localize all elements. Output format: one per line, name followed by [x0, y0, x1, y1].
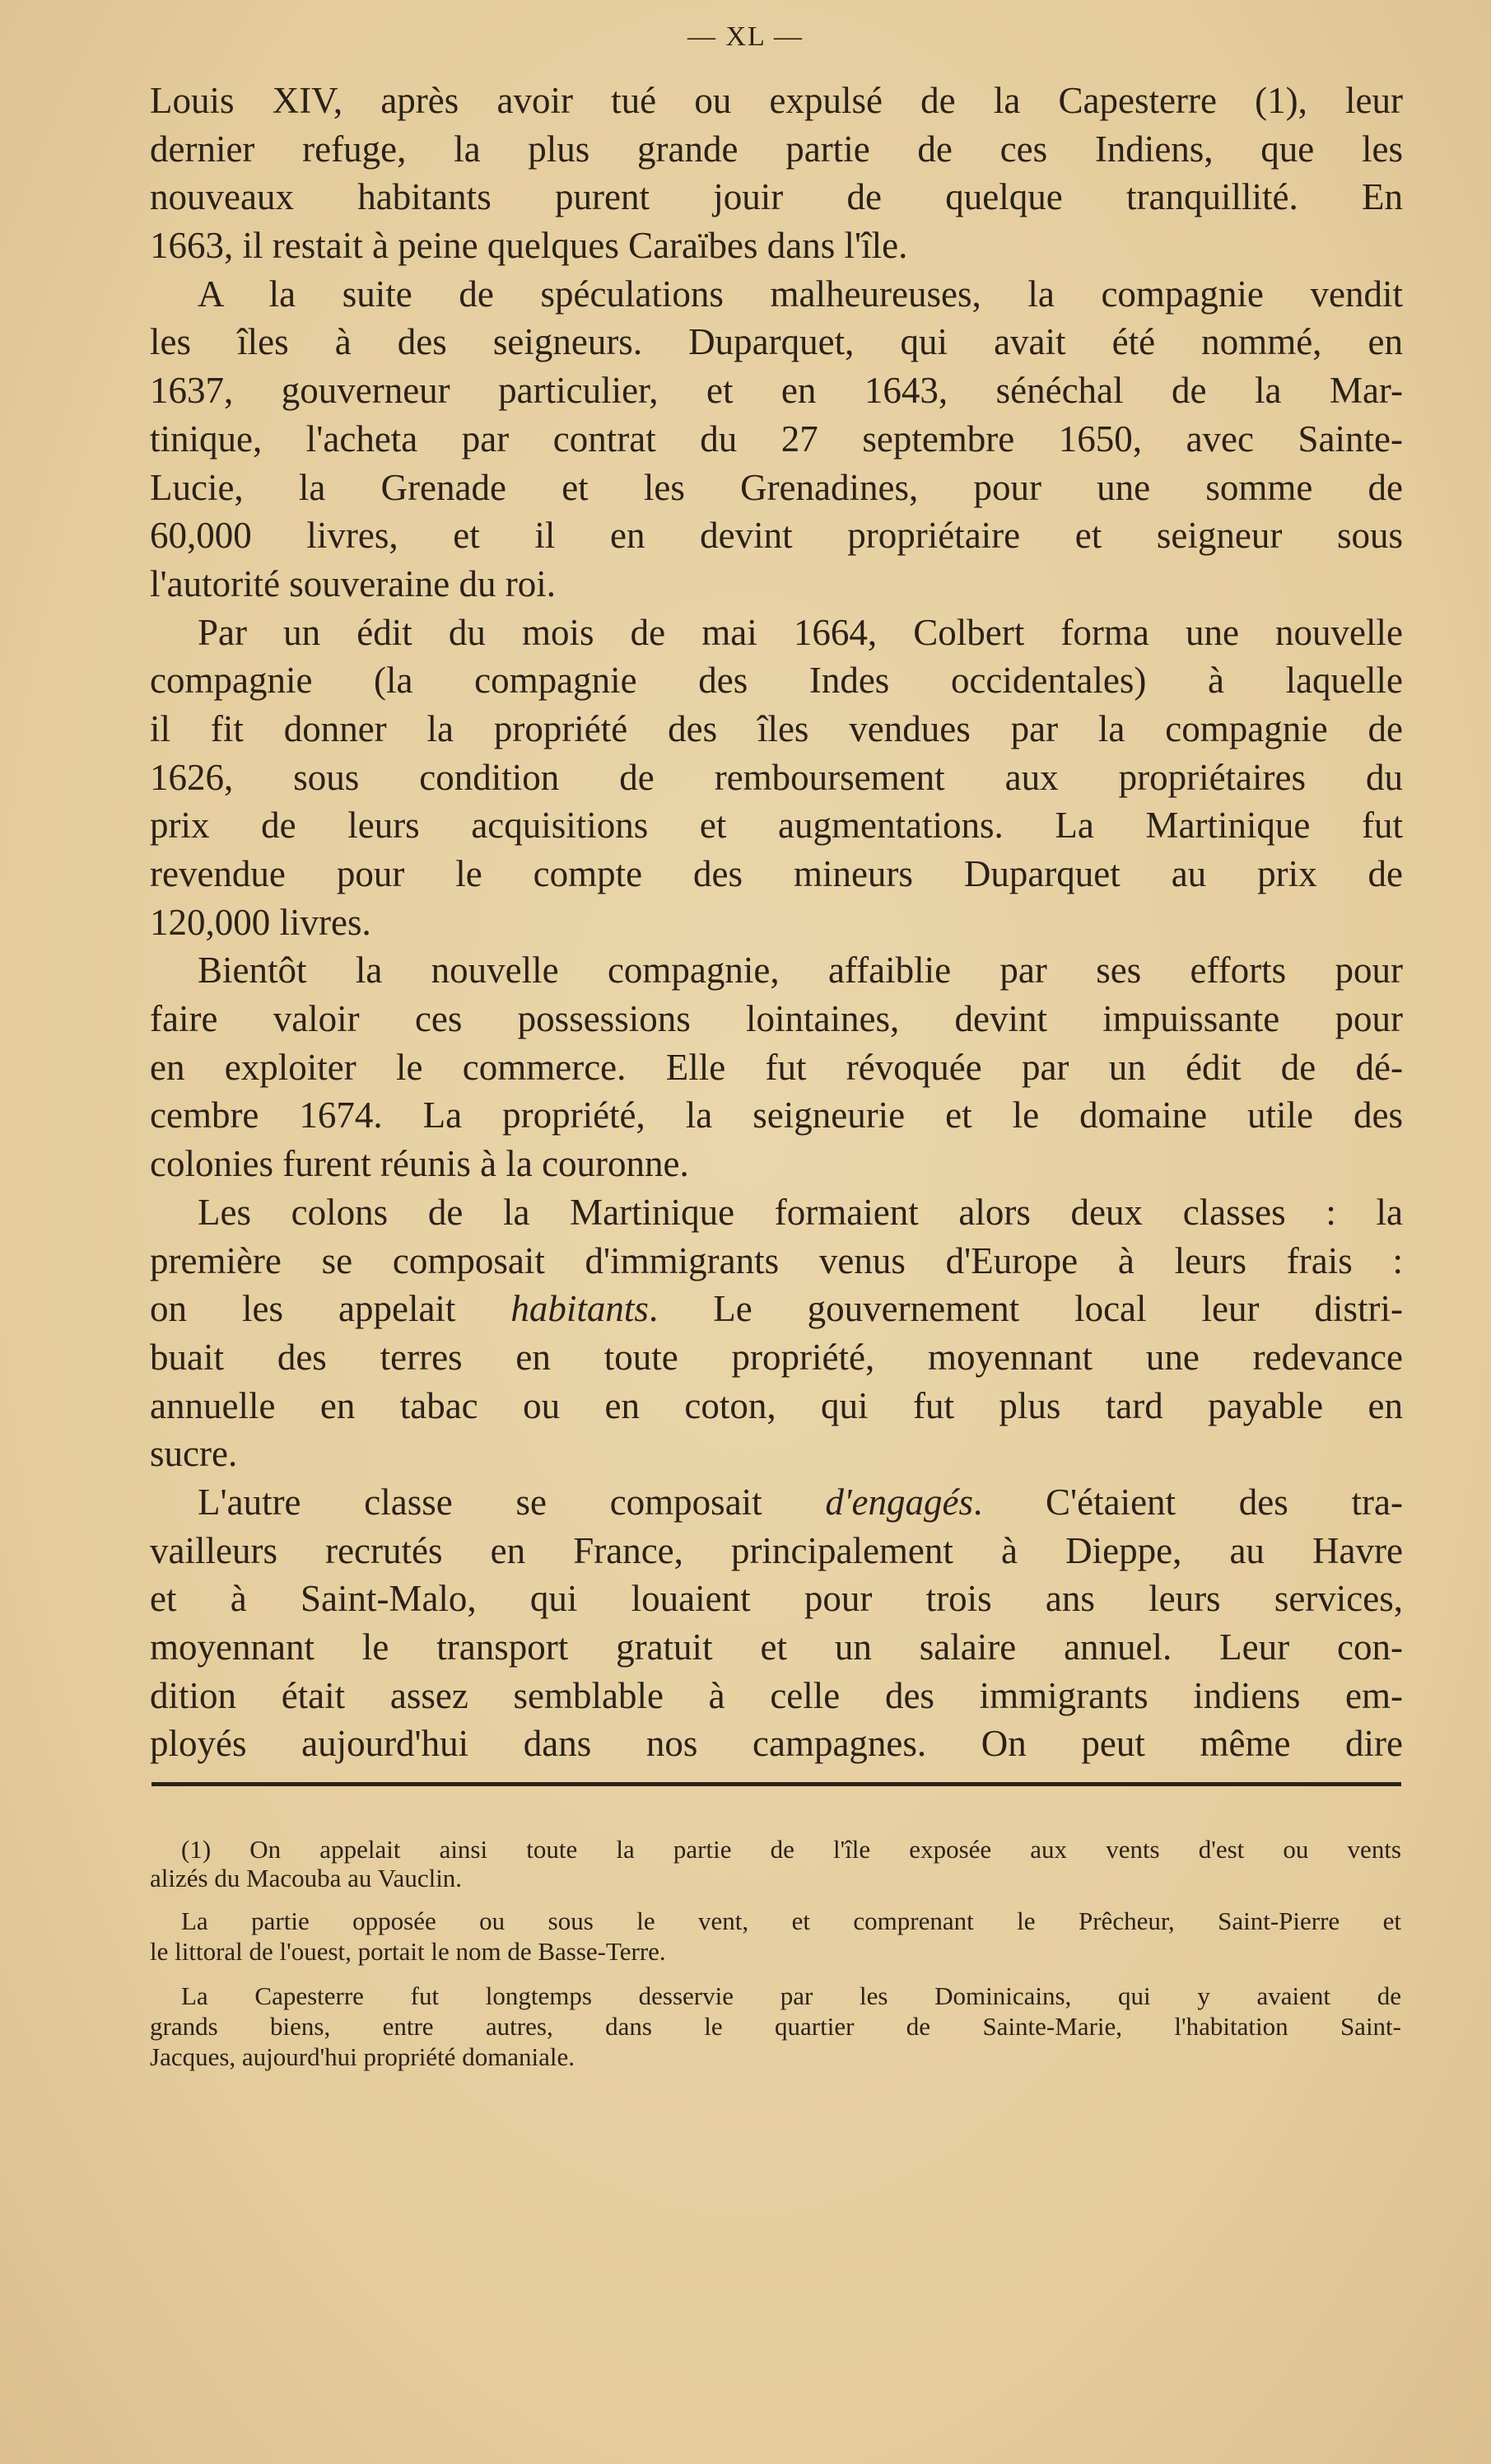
text-line: et à Saint-Malo, qui louaient pour trois ans leurs services, — [150, 1578, 1403, 1620]
footnote-line: La Capesterre fut longtemps desservie par les Dominicains, qui y avaient de — [181, 1981, 1401, 2010]
text-segment: . C'étaient des tra- — [973, 1481, 1403, 1523]
text-line: faire valoir ces possessions lointaines, devint impuissante pour — [150, 998, 1403, 1040]
text-line: 120,000 livres. — [150, 901, 371, 943]
text-line: il fit donner la propriété des îles vendues par la compagnie de — [150, 707, 1403, 749]
text-line: en exploiter le commerce. Elle fut révoquée par un édit de dé- — [150, 1046, 1403, 1088]
footnote-line: (1) On appelait ainsi toute la partie de l'île exposée aux vents d'est ou vents — [181, 1835, 1401, 1864]
text-line: ployés aujourd'hui dans nos campagnes. On peut même dire — [150, 1723, 1403, 1765]
text-line: vailleurs recrutés en France, principalement à Dieppe, au Havre — [150, 1529, 1403, 1571]
footnote-line: le littoral de l'ouest, portait le nom de Basse-Terre. — [150, 1937, 666, 1966]
text-line: moyennant le transport gratuit et un salaire annuel. Leur con- — [150, 1626, 1403, 1668]
text-line: dernier refuge, la plus grande partie de ces Indiens, que les — [150, 128, 1403, 170]
text-line: prix de leurs acquisitions et augmentations. La Martinique fut — [150, 805, 1403, 847]
footnote-line: alizés du Macouba au Vauclin. — [150, 1864, 463, 1892]
italic-term: habitants — [510, 1288, 649, 1330]
text-line: colonies furent réunis à la couronne. — [150, 1143, 689, 1185]
text-line — [150, 1478, 1403, 1527]
text-line: 60,000 livres, et il en devint propriétaire et seigneur sous — [150, 515, 1403, 557]
text-line: 1663, il restait à peine quelques Caraïbes dans l'île. — [150, 225, 908, 267]
text-line: A la suite de spéculations malheureuses, la compagnie vendit — [198, 273, 1403, 315]
footnote-line: La partie opposée ou sous le vent, et comprenant le Prêcheur, Saint-Pierre et — [181, 1906, 1401, 1935]
text-line: Lucie, la Grenade et les Grenadines, pour une somme de — [150, 466, 1403, 508]
text-line: Bientôt la nouvelle compagnie, affaiblie par ses efforts pour — [198, 950, 1403, 992]
text-line: Les colons de la Martinique formaient alors deux classes : la — [198, 1191, 1403, 1233]
text-line: annuelle en tabac ou en coton, qui fut plus tard payable en — [150, 1384, 1403, 1426]
text-line: dition était assez semblable à celle des immigrants indiens em- — [150, 1674, 1403, 1716]
text-line: tinique, l'acheta par contrat du 27 septembre 1650, avec Sainte- — [150, 418, 1403, 460]
page-number: — XL — — [687, 21, 804, 52]
footnote-line: grands biens, entre autres, dans le quartier de Sainte-Marie, l'habitation Saint- — [150, 2012, 1401, 2041]
text-line: Par un édit du mois de mai 1664, Colbert forma une nouvelle — [198, 611, 1403, 653]
text-line: première se composait d'immigrants venus d'Europe à leurs frais : — [150, 1239, 1403, 1281]
italic-term: d'engagés — [825, 1481, 974, 1523]
text-line: Louis XIV, après avoir tué ou expulsé de la Capesterre (1), leur — [150, 80, 1403, 121]
text-line — [150, 1285, 1403, 1333]
footnote-divider — [151, 1782, 1401, 1786]
text-line: l'autorité souveraine du roi. — [150, 562, 556, 604]
text-line: les îles à des seigneurs. Duparquet, qui avait été nommé, en — [150, 321, 1403, 363]
text-line: revendue pour le compte des mineurs Duparquet au prix de — [150, 853, 1403, 894]
footnote-line: Jacques, aujourd'hui propriété domaniale. — [150, 2042, 575, 2071]
text-line: nouveaux habitants purent jouir de quelque tranquillité. En — [150, 176, 1403, 218]
text-segment: on les appelait — [150, 1288, 511, 1330]
text-line: cembre 1674. La propriété, la seigneurie et le domaine utile des — [150, 1094, 1403, 1136]
text-line: 1626, sous condition de remboursement aux propriétaires du — [150, 756, 1403, 798]
text-segment: L'autre classe se composait — [198, 1481, 826, 1523]
text-line: compagnie (la compagnie des Indes occidentales) à laquelle — [150, 660, 1403, 702]
text-line: buait des terres en toute propriété, moyennant une redevance — [150, 1336, 1403, 1378]
main-text — [150, 77, 1403, 1768]
text-line: 1637, gouverneur particulier, et en 1643, sénéchal de la Mar- — [150, 370, 1403, 412]
text-line: sucre. — [150, 1433, 238, 1475]
text-segment: . Le gouvernement local leur distri- — [648, 1288, 1403, 1330]
